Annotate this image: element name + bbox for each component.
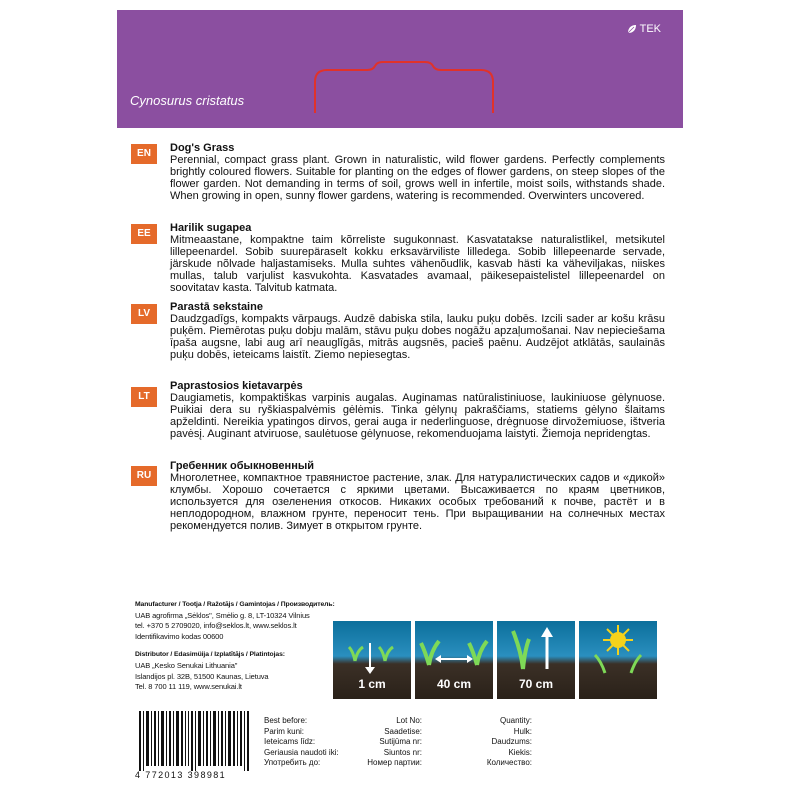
language-title: Dog's Grass — [170, 142, 235, 154]
manufacturer-line: UAB agrofirma „Sėklos", Smėlio g. 8, LT-10324 Vilnius — [135, 610, 310, 620]
growing-icons — [333, 621, 657, 699]
lot-label: Lot No: — [396, 716, 422, 725]
language-title: Parastā sekstaine — [170, 301, 263, 313]
brand-name: TEK — [639, 23, 661, 35]
lot-label: Номер партии: — [367, 758, 422, 768]
sowing-depth-icon — [333, 621, 411, 699]
best-before-label: Употребить до: — [264, 758, 321, 768]
language-description: Mitmeaastane, kompaktne taim kõrreliste sugukonnast. Kasvatatakse naturalistlikel, metsikutel lillepeenardel. Sobib suurepäraselt kokku erksavärviliste lilledega. Sobib lillepeenarde servade, järskude nõlvade haljastamiseks. Mulla suhtes vähenõudlik, kasvab hästi ka väheviljakas, niiskes mullas, talub varjulist kasvukohta. Kasvatades avamaal, päikesepaistelistel lillepeenardel on soovitatav kasta. Talvitub katmata. — [170, 233, 665, 294]
quantity-label: Quantity: — [499, 716, 532, 725]
best-before-field — [264, 716, 339, 769]
best-before-label: Ieteicams līdz: — [264, 737, 316, 747]
best-before-label: Best before: — [264, 716, 308, 725]
distributor-line: Tel. 8 700 11 119, www.senukai.lt — [135, 682, 242, 692]
sowing-depth-label: 1 cm — [358, 677, 386, 691]
distributor-heading: Distributor / Edasimüija / Izplatītājs / Platintojas: — [135, 651, 285, 659]
header-banner — [117, 10, 683, 128]
quantity-label: Количество: — [486, 758, 532, 768]
language-title: Paprastosios kietavarpės — [170, 380, 303, 392]
language-title: Гребенник обыкновенный — [170, 460, 314, 472]
lot-label: Sutijūma nr: — [379, 737, 422, 747]
quantity-label: Daudzums: — [491, 737, 532, 747]
lot-field — [346, 716, 422, 769]
language-title: Harilik sugapea — [170, 222, 252, 234]
language-badge: EN — [131, 144, 157, 164]
manufacturer-line: tel. +370 5 2709020, info@seklos.lt, www.seklos.lt — [135, 621, 297, 631]
plant-height-icon — [497, 621, 575, 699]
packet-window-outline — [307, 60, 501, 114]
distributor-line: Islandijos pl. 32B, 51500 Kaunas, Lietuva — [135, 671, 269, 681]
producer-info — [135, 600, 335, 693]
leaf-icon — [627, 24, 637, 34]
quantity-label: Hulk: — [513, 726, 532, 736]
best-before-label: Parim kuni: — [264, 726, 305, 736]
best-before-label: Geriausia naudoti iki: — [264, 747, 339, 757]
barcode-icon — [135, 711, 255, 771]
brand-logo — [627, 23, 661, 35]
language-badge: LT — [131, 387, 157, 407]
language-description: Daudzgadīgs, kompakts vārpaugs. Audzē dabiska stila, lauku puķu dobēs. Izcili sader ar košu krāsu puķēm. Piemērotas puķu dobju malām, stāvu puķu dobes nogāžu apzaļumošanai. Nav nepieciešama īpaša augsne, labi aug arī neauglīgās, mitrās augsnēs, pacieš paēnu. Audzējot atklātās, saulainās puķu dobēs, ieteicams laistīt. Ziemo nepiesegtas. — [170, 312, 665, 361]
distributor-line: UAB „Kesko Senukai Lithuania" — [135, 660, 238, 670]
quantity-label: Kiekis: — [508, 747, 532, 757]
language-description: Многолетнее, компактное травянистое растение, злак. Для натуралистических садов и «дикой» клумбы. Хорошо сочетается с яркими цветами. Высаживается по краям цветников, используется для озеленения откосов. Никаких особых требований к почве, растёт и в неплодородном, влажном грунте, переносит тень. При выращивании на солнечных местах рекомендуется полив. Зимует в открытом грунте. — [170, 471, 665, 532]
plant-height-label: 70 cm — [518, 677, 554, 691]
manufacturer-line: Identifikavimo kodas 00600 — [135, 631, 224, 641]
plant-spacing-label: 40 cm — [436, 677, 472, 691]
language-badge: RU — [131, 466, 157, 486]
barcode-number: 4 772013 398981 — [135, 770, 227, 780]
manufacturer-heading: Manufacturer / Tootja / Ražotājs / Gamintojas / Производитель: — [135, 601, 335, 608]
language-badge: LV — [131, 304, 157, 324]
language-description: Perennial, compact grass plant. Grown in naturalistic, wild flower gardens. Perfectly complements brightly coloured flowers. Suitable for planting on the edges of flower gardens, on steep slopes of the flower garden. Not demanding in terms of soil, grows well in infertile, moist soils, withstands shade. When growing in open, sunny flower gardens, watering is recommended. Overwinters uncovered. — [170, 153, 665, 202]
plant-spacing-icon — [415, 621, 493, 699]
quantity-field — [456, 716, 532, 769]
latin-name: Cynosurus cristatus — [130, 93, 245, 108]
language-badge: EE — [131, 224, 157, 244]
lot-label: Saadetise: — [384, 726, 422, 736]
language-description: Daugiametis, kompaktiškas varpinis augalas. Auginamas natūralistiniuose, laukiniuose gėlynuose. Puikiai dera su ryškiaspalvėmis gėlėmis. Tinka gėlynų pakraščiams, statiems gėlyno šlaitams apželdinti. Nereikia ypatingos dirvos, gerai auga ir nederlinguose, drėgnuose dirvožemiuose, ištveria pavėsį. Auginant atviruose, saulėtuose gėlynuose, rekomenduojama laistyti. Žiemoja nepridengtas. — [170, 391, 665, 440]
sun-icon — [579, 621, 657, 699]
lot-label: Siuntos nr: — [383, 747, 422, 757]
